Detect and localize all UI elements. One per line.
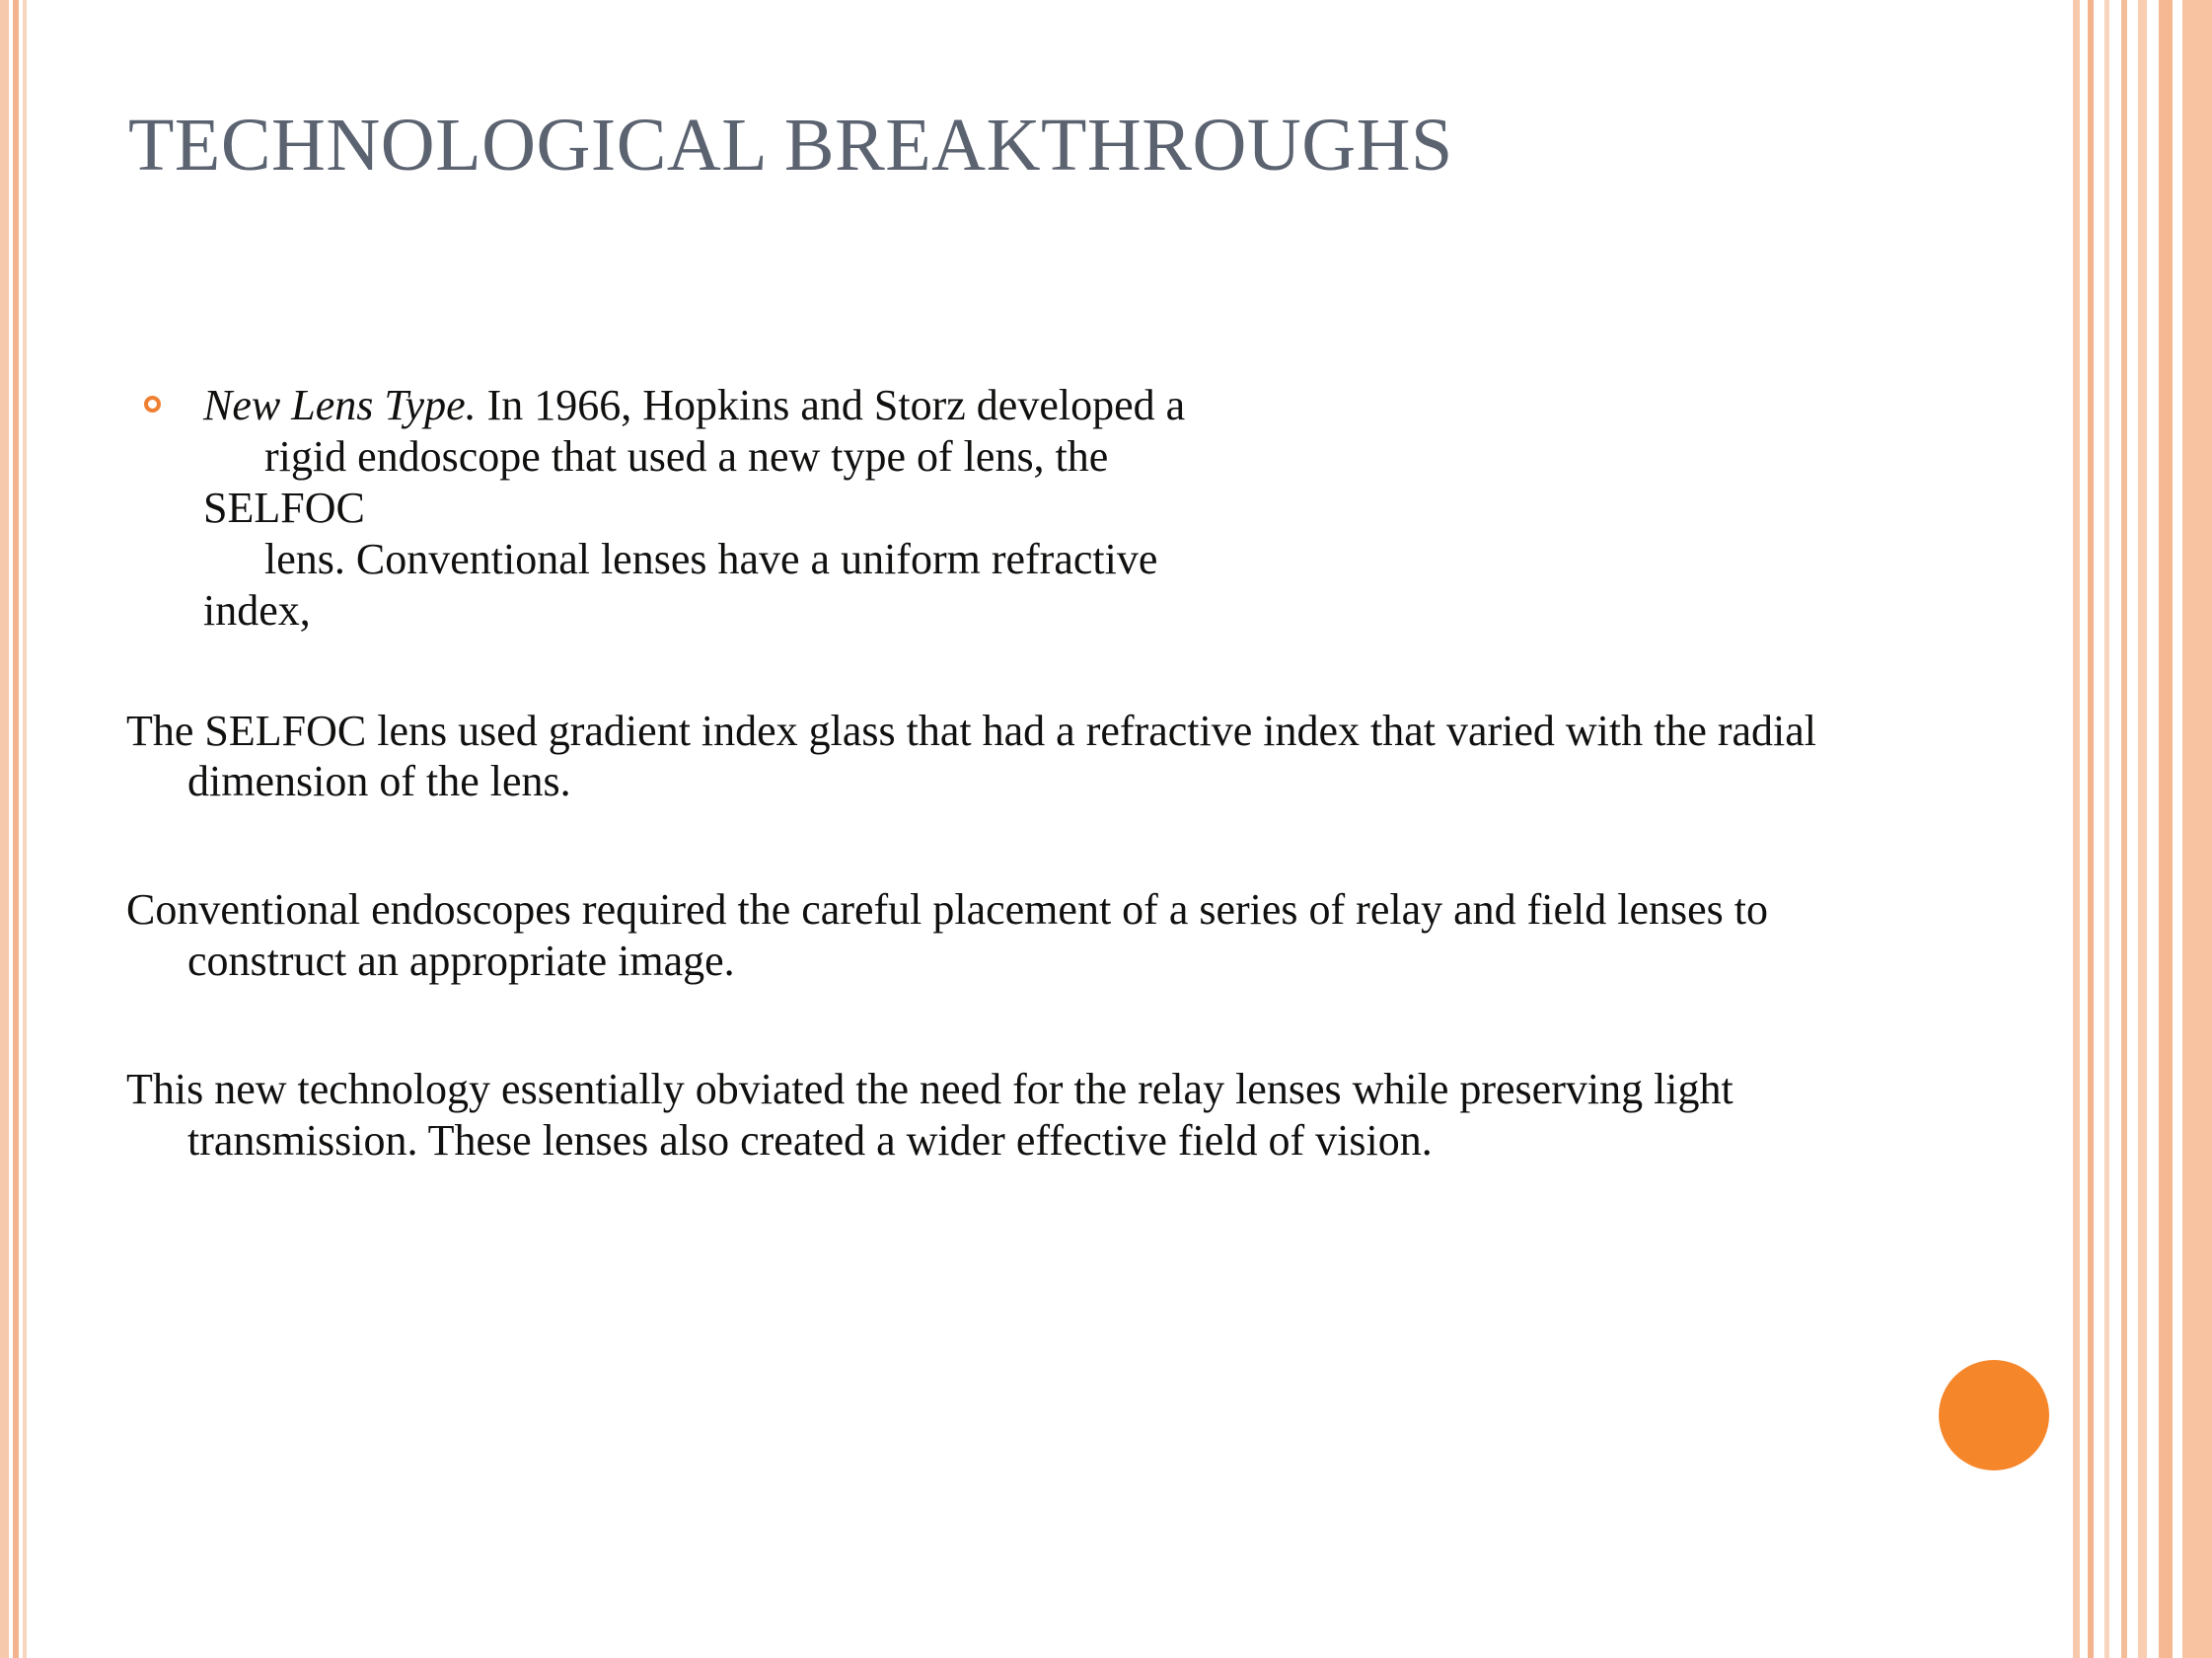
right-stripe-7 — [2182, 0, 2212, 1658]
paragraph-new-technology: This new technology essentially obviated the need for the relay lenses while preserving light transmission. These lenses also created a wider effective field of vision. — [126, 1065, 1733, 1166]
paragraph-conventional-endoscopes: Conventional endoscopes required the careful placement of a series of relay and field lenses to construct an appropriate image. — [126, 885, 1769, 986]
right-stripe-2 — [2088, 0, 2094, 1658]
right-stripe-1 — [2073, 0, 2080, 1658]
spacer-2 — [126, 807, 1902, 884]
bullet-paragraph — [203, 380, 1902, 637]
left-stripe-2 — [13, 0, 19, 1658]
left-stripe-1 — [0, 0, 9, 1658]
circle-bullet-icon — [144, 396, 161, 413]
left-stripe-3 — [23, 0, 27, 1658]
spacer-1 — [126, 637, 1902, 706]
spacer-3 — [126, 987, 1902, 1064]
slide-body — [126, 380, 1902, 1167]
right-stripe-5 — [2138, 0, 2147, 1658]
bullet-line-3: SELFOC — [203, 483, 365, 532]
slide-title: TECHNOLOGICAL BREAKTHROUGHS — [128, 104, 1453, 187]
bullet-lead-italic: New Lens Type. — [203, 381, 477, 429]
right-stripe-3 — [2104, 0, 2109, 1658]
right-stripe-6 — [2159, 0, 2173, 1658]
right-stripe-4 — [2121, 0, 2127, 1658]
orange-circle-accent — [1939, 1360, 2049, 1470]
bullet-line-4: lens. Conventional lenses have a uniform refractive — [264, 534, 1158, 583]
bullet-line-5: index, — [203, 585, 311, 635]
bullet-item — [126, 380, 1902, 637]
bullet-line-2: rigid endoscope that used a new type of lens, the — [264, 431, 1109, 481]
paragraph-selfoc-lens: The SELFOC lens used gradient index glass that had a refractive index that varied with the radial dimension of the lens. — [126, 706, 1817, 806]
bullet-line-1: In 1966, Hopkins and Storz developed a — [476, 381, 1186, 429]
